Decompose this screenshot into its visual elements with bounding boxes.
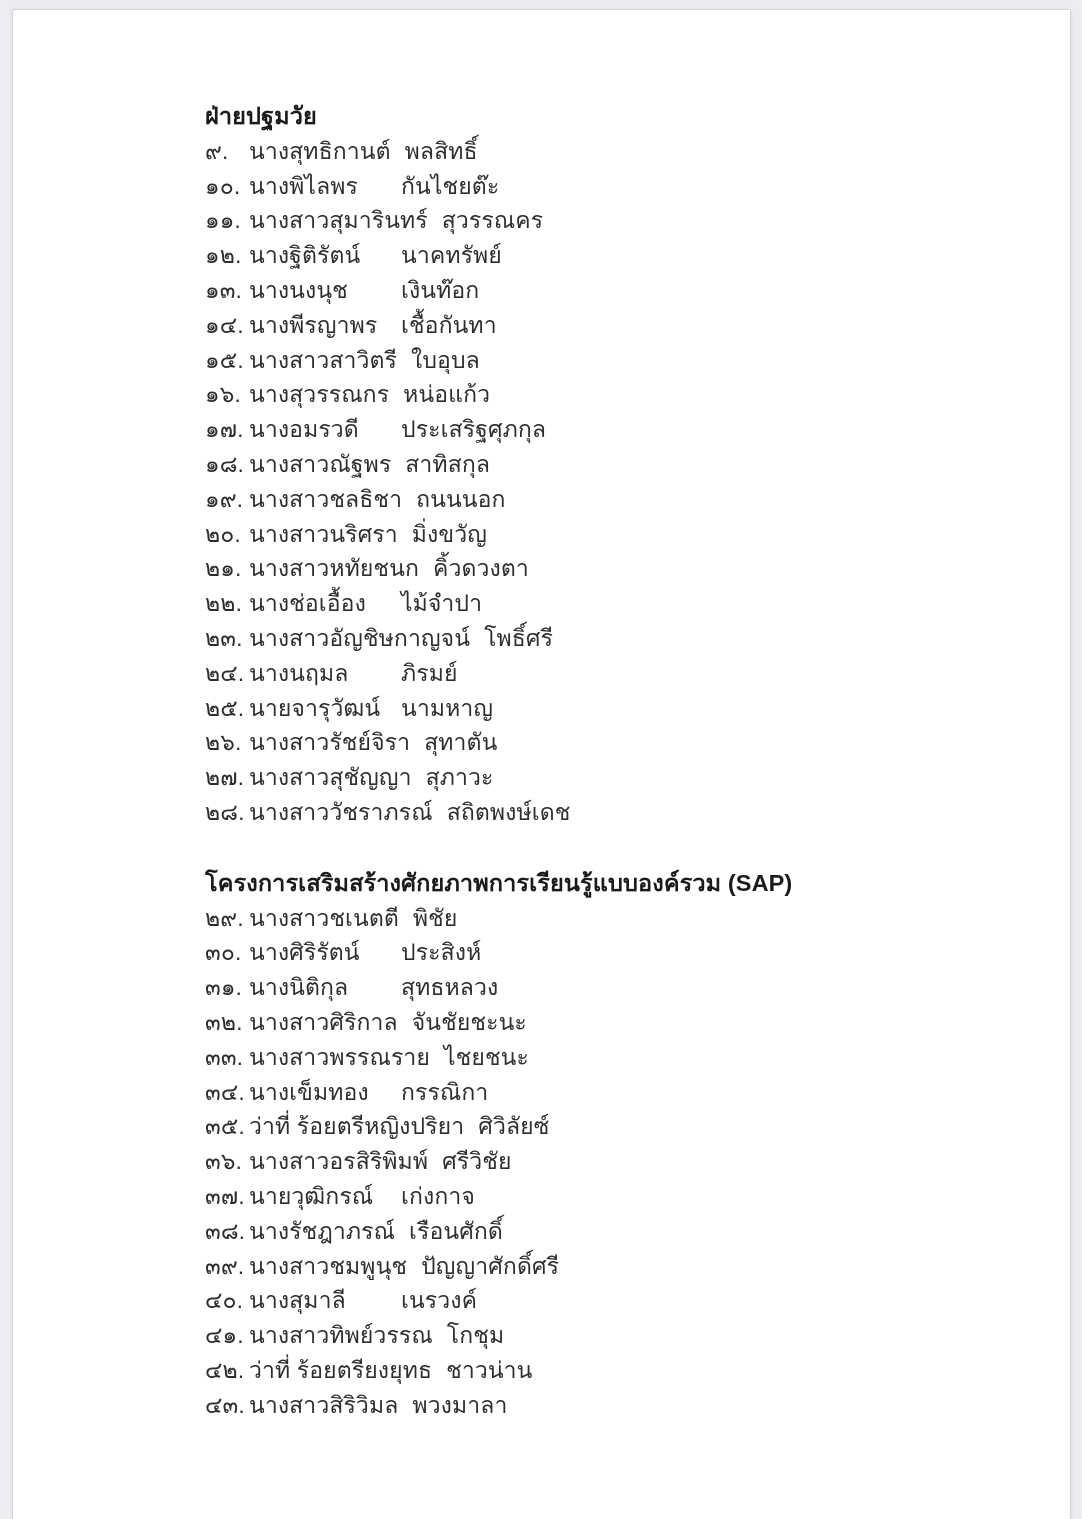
- surname: เรือนศักดิ์: [409, 1217, 503, 1244]
- staff-row: [205, 970, 1070, 1005]
- first-name: นายวุฒิกรณ์: [249, 1182, 374, 1209]
- row-number: ๔๐.: [205, 1287, 244, 1314]
- staff-row: [205, 1005, 1070, 1040]
- row-number: ๑๒.: [205, 242, 242, 269]
- surname: กันไชยต๊ะ: [401, 172, 500, 199]
- staff-row: [205, 134, 1070, 169]
- first-name: นางสาวณัฐพร: [249, 450, 392, 477]
- first-name: นางอมรวดี: [249, 416, 359, 443]
- row-number: ๒๕.: [205, 694, 245, 721]
- staff-row: [205, 1318, 1070, 1353]
- first-name: นางสาวสุชัญญา: [249, 764, 412, 791]
- first-name: นางสาววัชราภรณ์: [249, 798, 433, 825]
- first-name: นางสุมาลี: [249, 1287, 346, 1314]
- row-number: ๙.: [205, 137, 229, 164]
- staff-row: [205, 169, 1070, 204]
- row-number: ๑๑.: [205, 207, 241, 234]
- staff-row: [205, 656, 1070, 691]
- staff-section: [205, 866, 1070, 1423]
- staff-row: [205, 377, 1070, 412]
- first-name: นางรัชฎาภรณ์: [249, 1217, 396, 1244]
- staff-row: [205, 1075, 1070, 1110]
- row-number: ๔๓.: [205, 1391, 245, 1418]
- row-number: ๒๖.: [205, 729, 242, 756]
- first-name: ว่าที่ ร้อยตรีหญิงปริยา: [249, 1113, 465, 1140]
- row-number: ๒๔.: [205, 659, 245, 686]
- staff-row: [205, 343, 1070, 378]
- surname: พิชัย: [412, 904, 458, 931]
- surname: ภิรมย์: [401, 659, 458, 686]
- staff-row: [205, 691, 1070, 726]
- row-number: ๓๒.: [205, 1008, 243, 1035]
- first-name: นางสาวชลธิชา: [249, 485, 403, 512]
- surname: มิ่งขวัญ: [411, 520, 487, 547]
- page-content: [13, 10, 1070, 1422]
- surname: ประเสริฐศุภกุล: [401, 416, 547, 443]
- row-number: ๑๕.: [205, 346, 244, 373]
- row-number: ๒๘.: [205, 798, 245, 825]
- row-number: ๒๒.: [205, 590, 243, 617]
- row-number: ๒๑.: [205, 555, 242, 582]
- first-name: นางพิไลพร: [249, 172, 359, 199]
- first-name: นางสาวรัชย์จิรา: [249, 729, 411, 756]
- surname: ใบอุบล: [411, 346, 480, 373]
- staff-row: [205, 935, 1070, 970]
- row-number: ๓๘.: [205, 1217, 246, 1244]
- first-name: นางสาวหทัยชนก: [249, 555, 419, 582]
- staff-row: [205, 447, 1070, 482]
- staff-row: [205, 551, 1070, 586]
- row-number: ๑๐.: [205, 172, 241, 199]
- surname: สุทาตัน: [424, 729, 498, 756]
- first-name: นางนงนุช: [249, 276, 348, 303]
- staff-row: [205, 517, 1070, 552]
- staff-row: [205, 1144, 1070, 1179]
- first-name: นางนิติกุล: [249, 974, 349, 1001]
- staff-row: [205, 1040, 1070, 1075]
- surname: ถนนนอก: [416, 485, 506, 512]
- section-heading: โครงการเสริมสร้างศักยภาพการเรียนรู้แบบองค์รวม (SAP): [205, 869, 793, 896]
- row-number: ๒๓.: [205, 624, 243, 651]
- surname: สุวรรณคร: [441, 207, 544, 234]
- first-name: ว่าที่ ร้อยตรียงยุทธ: [249, 1356, 433, 1383]
- first-name: นางนฤมล: [249, 659, 349, 686]
- first-name: นางสาวชมพูนุช: [249, 1252, 408, 1279]
- first-name: นางสาวทิพย์วรรณ: [249, 1322, 433, 1349]
- row-number: ๒๗.: [205, 764, 245, 791]
- first-name: นางสาวพรรณราย: [249, 1043, 430, 1070]
- staff-row: [205, 1109, 1070, 1144]
- first-name: นางสาวชเนตตี: [249, 904, 399, 931]
- staff-row: [205, 760, 1070, 795]
- staff-row: [205, 1249, 1070, 1284]
- row-number: ๓๙.: [205, 1252, 245, 1279]
- row-number: ๓๖.: [205, 1148, 243, 1175]
- surname: ประสิงห์: [401, 939, 482, 966]
- first-name: นางพีรญาพร: [249, 311, 378, 338]
- surname: คิ้วดวงตา: [433, 555, 529, 582]
- first-name: นางเข็มทอง: [249, 1078, 369, 1105]
- row-number: ๑๓.: [205, 276, 243, 303]
- surname: หน่อแก้ว: [403, 381, 491, 408]
- surname: สุภาวะ: [425, 764, 494, 791]
- row-number: ๓๔.: [205, 1078, 245, 1105]
- staff-row: [205, 725, 1070, 760]
- staff-row: [205, 203, 1070, 238]
- surname: นาคทรัพย์: [401, 242, 502, 269]
- first-name: นางสาวอัญชิษกาญจน์: [249, 624, 471, 651]
- row-number: ๓๐.: [205, 939, 242, 966]
- surname: พลสิทธิ์: [404, 137, 478, 164]
- surname: โกชุม: [446, 1322, 505, 1349]
- staff-row: [205, 308, 1070, 343]
- first-name: นางศิริรัตน์: [249, 939, 360, 966]
- staff-row: [205, 901, 1070, 936]
- first-name: นางสาวสาวิตรี: [249, 346, 397, 373]
- staff-row: [205, 1353, 1070, 1388]
- surname: สถิตพงษ์เดช: [446, 798, 571, 825]
- surname: นามหาญ: [401, 694, 494, 721]
- surname: สุทธหลวง: [401, 974, 499, 1001]
- first-name: นางช่อเอื้อง: [249, 590, 366, 617]
- row-number: ๒๐.: [205, 520, 241, 547]
- row-number: ๑๙.: [205, 485, 244, 512]
- first-name: นางสาวศิริกาล: [249, 1008, 398, 1035]
- row-number: ๓๓.: [205, 1043, 244, 1070]
- row-number: ๒๙.: [205, 904, 244, 931]
- surname: สาทิสกุล: [405, 450, 491, 477]
- first-name: นางสาวอรสิริพิมพ์: [249, 1148, 429, 1175]
- first-name: นางสุทธิกานต์: [249, 137, 391, 164]
- row-number: ๓๑.: [205, 974, 243, 1001]
- staff-row: [205, 1388, 1070, 1423]
- surname: ไม้จำปา: [401, 590, 483, 617]
- staff-row: [205, 586, 1070, 621]
- staff-row: [205, 412, 1070, 447]
- row-number: ๓๕.: [205, 1113, 245, 1140]
- staff-row: [205, 1179, 1070, 1214]
- first-name: นางสาวนริศรา: [249, 520, 398, 547]
- row-number: ๑๘.: [205, 450, 245, 477]
- document-page: [12, 9, 1071, 1519]
- surname: โพธิ์ศรี: [484, 624, 554, 651]
- surname: เงินท๊อก: [401, 276, 480, 303]
- surname: ชาวน่าน: [446, 1356, 533, 1383]
- surname: ศิวิลัยซ์: [478, 1113, 550, 1140]
- staff-row: [205, 1214, 1070, 1249]
- surname: เชื้อกันทา: [401, 311, 497, 338]
- section-heading: ฝ่ายปฐมวัย: [205, 103, 317, 129]
- surname: กรรณิกา: [401, 1078, 489, 1105]
- surname: เก่งกาจ: [401, 1182, 475, 1209]
- row-number: ๑๗.: [205, 416, 244, 443]
- staff-section: [205, 99, 1070, 830]
- row-number: ๓๗.: [205, 1182, 245, 1209]
- staff-row: [205, 1283, 1070, 1318]
- surname: จันชัยชะนะ: [411, 1008, 527, 1035]
- surname: ศรีวิชัย: [442, 1148, 512, 1175]
- row-number: ๔๒.: [205, 1356, 245, 1383]
- staff-row: [205, 621, 1070, 656]
- first-name: นางสาวสิริวิมล: [249, 1391, 399, 1418]
- first-name: นางสาวสุมารินทร์: [249, 207, 428, 234]
- row-number: ๑๖.: [205, 381, 241, 408]
- staff-row: [205, 795, 1070, 830]
- row-number: ๔๑.: [205, 1322, 244, 1349]
- staff-row: [205, 273, 1070, 308]
- first-name: นายจารุวัฒน์: [249, 694, 381, 721]
- row-number: ๑๔.: [205, 311, 244, 338]
- surname: ปัญญาศักดิ์ศรี: [421, 1252, 560, 1279]
- staff-row: [205, 238, 1070, 273]
- surname: พวงมาลา: [412, 1391, 508, 1418]
- staff-row: [205, 482, 1070, 517]
- surname: ไชยชนะ: [444, 1043, 529, 1070]
- first-name: นางสุวรรณกร: [249, 381, 390, 408]
- surname: เนรวงค์: [401, 1287, 478, 1314]
- first-name: นางฐิติรัตน์: [249, 242, 361, 269]
